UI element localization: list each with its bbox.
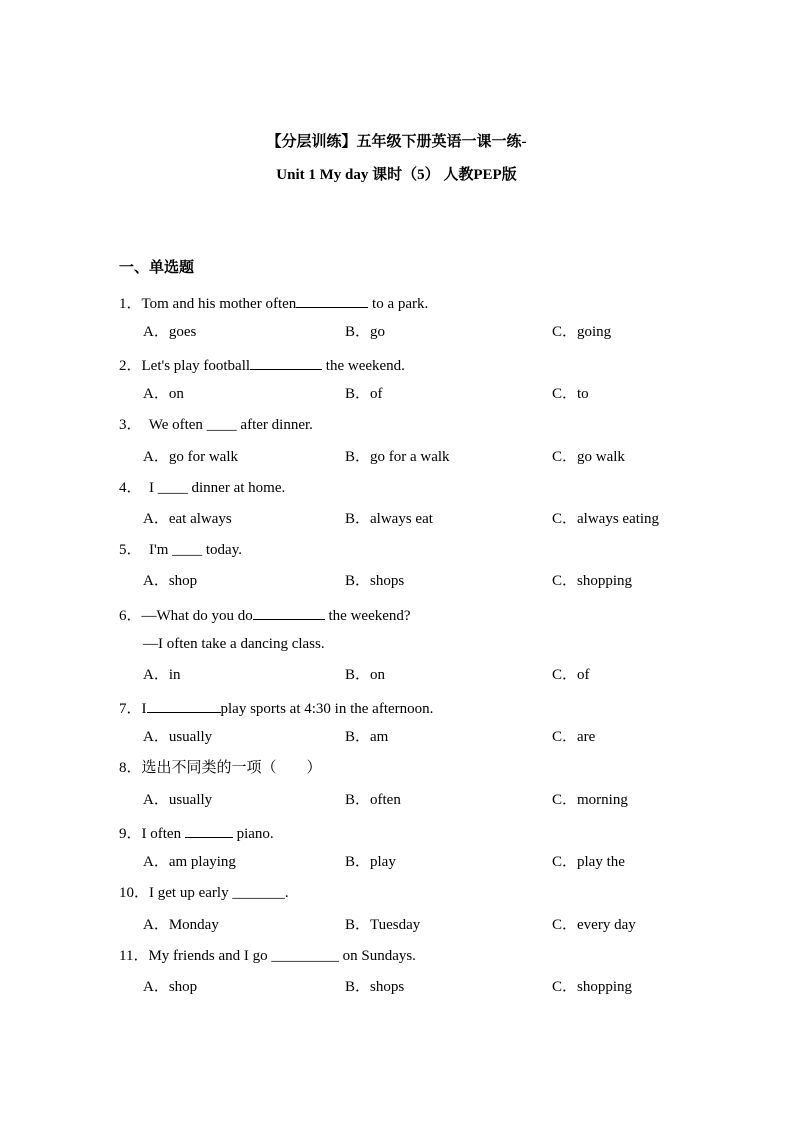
question-text-post: the weekend? [324, 608, 411, 624]
option-c: C．going [552, 324, 612, 340]
option-a: A．usually [143, 792, 213, 808]
option-b: B．of [345, 386, 383, 402]
option-c: C．every day [552, 917, 636, 933]
option-b: B．shops [345, 573, 405, 589]
option-b: B．am [345, 729, 389, 745]
question-text: My friends and I go _________ on Sundays. [148, 948, 416, 964]
option-a: A．usually [143, 729, 213, 745]
option-a: A．shop [143, 979, 198, 995]
option-b: B．on [345, 667, 386, 683]
option-a: A．go for walk [143, 449, 238, 465]
question-10 [119, 883, 289, 903]
question-number: 11． [119, 948, 149, 964]
question-text: 选出不同类的一项（ ） [141, 760, 322, 776]
question-text-pre: I often [141, 826, 185, 842]
option-a: A．on [143, 386, 184, 402]
question-number: 5． [119, 542, 142, 558]
question-text-pre: —What do you do [141, 608, 253, 624]
option-c: C．morning [552, 792, 628, 808]
option-a: A．Monday [143, 917, 219, 933]
option-a: A．shop [143, 573, 198, 589]
option-a: A．in [143, 667, 181, 683]
option-c: C．are [552, 729, 596, 745]
answer-blank [147, 696, 221, 713]
question-text-pre: Let's play football [141, 358, 251, 374]
option-c: C．shopping [552, 979, 633, 995]
question-text-pre: Tom and his mother often [141, 296, 297, 312]
option-c: C．always eating [552, 511, 660, 527]
option-c: C．of [552, 667, 590, 683]
question-number: 4． [119, 480, 142, 496]
option-c: C．play the [552, 854, 625, 870]
document-title-line2: Unit 1 My day 课时（5） 人教PEP版 [276, 167, 517, 183]
question-1 [119, 291, 428, 314]
option-c: C．shopping [552, 573, 633, 589]
question-text-post: to a park. [368, 296, 429, 312]
question-number: 10． [119, 885, 150, 901]
question-text-post: piano. [232, 826, 274, 842]
question-text: I get up early _______. [149, 885, 289, 901]
option-a: A．goes [143, 324, 197, 340]
option-b: B．always eat [345, 511, 433, 527]
answer-blank [253, 603, 325, 620]
section-heading: 一、单选题 [119, 260, 195, 276]
question-number: 1． [119, 296, 142, 312]
question-text: I ____ dinner at home. [141, 480, 286, 496]
option-b: B．shops [345, 979, 405, 995]
question-3 [119, 415, 313, 435]
option-b: B．go [345, 324, 386, 340]
question-6-response: —I often take a dancing class. [143, 636, 325, 652]
question-text-pre: I [141, 701, 147, 717]
option-b: B．play [345, 854, 396, 870]
question-6 [119, 603, 411, 626]
document-title-line1: 【分层训练】五年级下册英语一课一练- [266, 134, 527, 150]
question-number: 8． [119, 760, 142, 776]
answer-blank [296, 291, 368, 308]
question-text-post: play sports at 4:30 in the afternoon. [220, 701, 434, 717]
option-b: B．go for a walk [345, 449, 450, 465]
question-2 [119, 353, 405, 376]
option-b: B．often [345, 792, 401, 808]
question-5 [119, 540, 242, 560]
question-number: 9． [119, 826, 142, 842]
question-number: 3． [119, 417, 142, 433]
question-8 [119, 758, 322, 778]
question-number: 6． [119, 608, 142, 624]
answer-blank [185, 821, 233, 838]
answer-blank [250, 353, 322, 370]
question-text: We often ____ after dinner. [141, 417, 313, 433]
question-number: 2． [119, 358, 142, 374]
question-text-post: the weekend. [322, 358, 405, 374]
option-a: A．am playing [143, 854, 236, 870]
question-4 [119, 478, 285, 498]
option-c: C．go walk [552, 449, 625, 465]
option-b: B．Tuesday [345, 917, 421, 933]
option-c: C．to [552, 386, 589, 402]
question-11 [119, 946, 416, 966]
option-a: A．eat always [143, 511, 232, 527]
question-text: I'm ____ today. [141, 542, 242, 558]
question-7 [119, 696, 433, 719]
question-9 [119, 821, 274, 844]
question-number: 7． [119, 701, 142, 717]
